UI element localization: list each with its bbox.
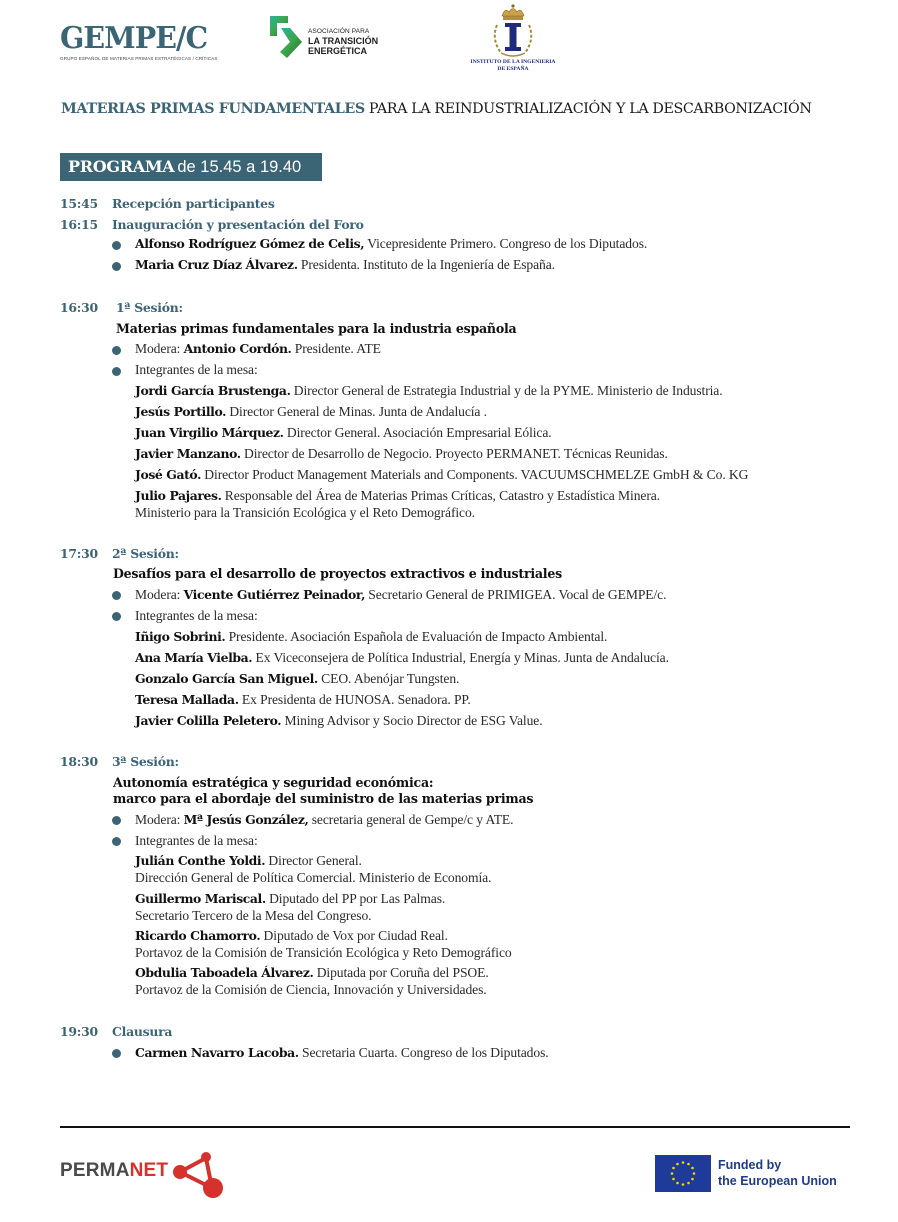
permanet-logo-part2: NET bbox=[129, 1160, 169, 1181]
agenda-heading: Inauguración y presentación del Foro bbox=[112, 217, 364, 232]
moderator-entry: Modera: Mª Jesús González, secretaria general de Gempe/c y ATE. bbox=[135, 812, 514, 827]
permanet-logo-part1: PERMA bbox=[60, 1160, 130, 1181]
crown-laurel-emblem-icon bbox=[483, 3, 543, 59]
panelist-entry-continued: Ministerio para la Transición Ecológica y el Reto Demográfico. bbox=[135, 505, 475, 520]
speaker-entry: Alfonso Rodríguez Gómez de Celis, Vicepresidente Primero. Congreso de los Diputados. bbox=[135, 236, 648, 251]
panelist-entry: Javier Manzano. Director de Desarrollo de Negocio. Proyecto PERMANET. Técnicas Reunidas. bbox=[135, 446, 668, 461]
page-title-rest: PARA LA REINDUSTRIALIZACIÓN Y LA DESCARBONIZACIÓN bbox=[364, 101, 812, 117]
bullet-icon bbox=[112, 591, 121, 600]
session-title: Materias primas fundamentales para la industria española bbox=[116, 321, 517, 336]
program-label: PROGRAMA bbox=[68, 157, 175, 176]
panelist-entry-continued: Portavoz de la Comisión de Ciencia, Innovación y Universidades. bbox=[135, 982, 487, 997]
panelist-entry-continued: Secretario Tercero de la Mesa del Congreso. bbox=[135, 908, 372, 923]
iie-logo-line1: INSTITUTO DE LA INGENIERIA bbox=[470, 59, 556, 65]
bullet-icon bbox=[112, 262, 121, 271]
panelist-entry: Iñigo Sobrini. Presidente. Asociación Española de Evaluación de Impacto Ambiental. bbox=[135, 629, 608, 644]
page-title-highlight: MATERIAS PRIMAS FUNDAMENTALES bbox=[61, 101, 365, 117]
panelist-entry: Gonzalo García San Miguel. CEO. Abenójar Tungsten. bbox=[135, 671, 460, 686]
panelist-entry: Teresa Mallada. Ex Presidenta de HUNOSA. Senadora. PP. bbox=[135, 692, 471, 707]
ate-chevron-icon bbox=[268, 14, 304, 60]
gempe-logo bbox=[60, 21, 220, 61]
iie-logo bbox=[458, 3, 568, 72]
session-title-line1: Autonomía estratégica y seguridad económica: bbox=[113, 775, 434, 790]
agenda-time: 16:30 bbox=[60, 300, 98, 315]
bullet-icon bbox=[112, 837, 121, 846]
program-banner bbox=[60, 153, 322, 181]
agenda-time: 19:30 bbox=[60, 1024, 98, 1039]
session-label: 1ª Sesión: bbox=[116, 300, 183, 315]
panel-label: Integrantes de la mesa: bbox=[135, 833, 258, 848]
agenda-time: 15:45 bbox=[60, 196, 98, 211]
panelist-entry: Javier Colilla Peletero. Mining Advisor y Socio Director de ESG Value. bbox=[135, 713, 543, 728]
ate-logo-line2: LA TRANSICIÓN bbox=[308, 36, 379, 46]
session-label: 3ª Sesión: bbox=[112, 754, 179, 769]
session-title-line2: marco para el abordaje del suministro de las materias primas bbox=[113, 791, 534, 806]
agenda-time: 17:30 bbox=[60, 546, 98, 561]
panel-label: Integrantes de la mesa: bbox=[135, 608, 258, 623]
agenda-heading: Recepción participantes bbox=[112, 196, 275, 211]
ate-logo-line1: ASOCIACIÓN PARA bbox=[308, 28, 370, 35]
panelist-entry: Obdulia Taboadela Álvarez. Diputada por Coruña del PSOE. bbox=[135, 965, 489, 980]
speaker-entry: Maria Cruz Díaz Álvarez. Presidenta. Instituto de la Ingeniería de España. bbox=[135, 257, 555, 272]
bullet-icon bbox=[112, 816, 121, 825]
program-time-range: de 15.45 a 19.40 bbox=[177, 158, 302, 176]
panelist-entry: Julio Pajares. Responsable del Área de Materias Primas Críticas, Catastro y Estadística Minera. bbox=[135, 488, 660, 503]
agenda-time: 16:15 bbox=[60, 217, 98, 232]
panelist-entry-continued: Portavoz de la Comisión de Transición Ecológica y Reto Demográfico bbox=[135, 945, 512, 960]
footer-divider bbox=[60, 1126, 850, 1128]
iie-logo-line2: DE ESPAÑA bbox=[497, 65, 529, 72]
gempe-logo-subtitle: GRUPO ESPAÑOL DE MATERIAS PRIMAS ESTRATÉGICAS / CRÍTICAS bbox=[60, 56, 218, 61]
network-nodes-icon bbox=[172, 1150, 232, 1200]
panelist-entry: José Gató. Director Product Management Materials and Components. VACUUMSCHMELZE GmbH & Co. KG bbox=[135, 467, 749, 482]
ate-logo-line3: ENERGÉTICA bbox=[308, 46, 368, 56]
eu-flag-icon bbox=[655, 1155, 711, 1192]
panel-label: Integrantes de la mesa: bbox=[135, 362, 258, 377]
agenda-heading: Clausura bbox=[112, 1024, 173, 1039]
bullet-icon bbox=[112, 1049, 121, 1058]
agenda-time: 18:30 bbox=[60, 754, 98, 769]
panelist-entry: Guillermo Mariscal. Diputado del PP por Las Palmas. bbox=[135, 891, 446, 906]
eu-funding-logo bbox=[655, 1155, 855, 1193]
panelist-entry: Jordi García Brustenga. Director General de Estrategia Industrial y de la PYME. Ministerio de Industria. bbox=[135, 383, 723, 398]
panelist-entry: Jesús Portillo. Director General de Minas. Junta de Andalucía . bbox=[135, 404, 487, 419]
ate-logo bbox=[268, 14, 398, 64]
panelist-entry: Juan Virgilio Márquez. Director General. Asociación Empresarial Eólica. bbox=[135, 425, 552, 440]
eu-funding-line1: Funded by bbox=[718, 1158, 782, 1172]
session-label: 2ª Sesión: bbox=[112, 546, 179, 561]
panelist-entry: Julián Conthe Yoldi. Director General. bbox=[135, 853, 362, 868]
bullet-icon bbox=[112, 241, 121, 250]
speaker-entry: Carmen Navarro Lacoba. Secretaria Cuarta. Congreso de los Diputados. bbox=[135, 1045, 549, 1060]
panelist-entry-continued: Dirección General de Política Comercial. Ministerio de Economía. bbox=[135, 870, 492, 885]
panelist-entry: Ana María Vielba. Ex Viceconsejera de Política Industrial, Energía y Minas. Junta de Andalucía. bbox=[135, 650, 669, 665]
panelist-entry: Ricardo Chamorro. Diputado de Vox por Ciudad Real. bbox=[135, 928, 448, 943]
session-title: Desafíos para el desarrollo de proyectos extractivos e industriales bbox=[113, 566, 562, 581]
eu-funding-line2: the European Union bbox=[718, 1173, 837, 1188]
bullet-icon bbox=[112, 612, 121, 621]
bullet-icon bbox=[112, 346, 121, 355]
bullet-icon bbox=[112, 367, 121, 376]
page-title bbox=[61, 101, 811, 117]
permanet-logo bbox=[60, 1150, 230, 1200]
gempe-logo-wordmark: GEMPE/C bbox=[60, 21, 208, 56]
moderator-entry: Modera: Antonio Cordón. Presidente. ATE bbox=[135, 341, 381, 356]
moderator-entry: Modera: Vicente Gutiérrez Peinador, Secretario General de PRIMIGEA. Vocal de GEMPE/c. bbox=[135, 587, 667, 602]
